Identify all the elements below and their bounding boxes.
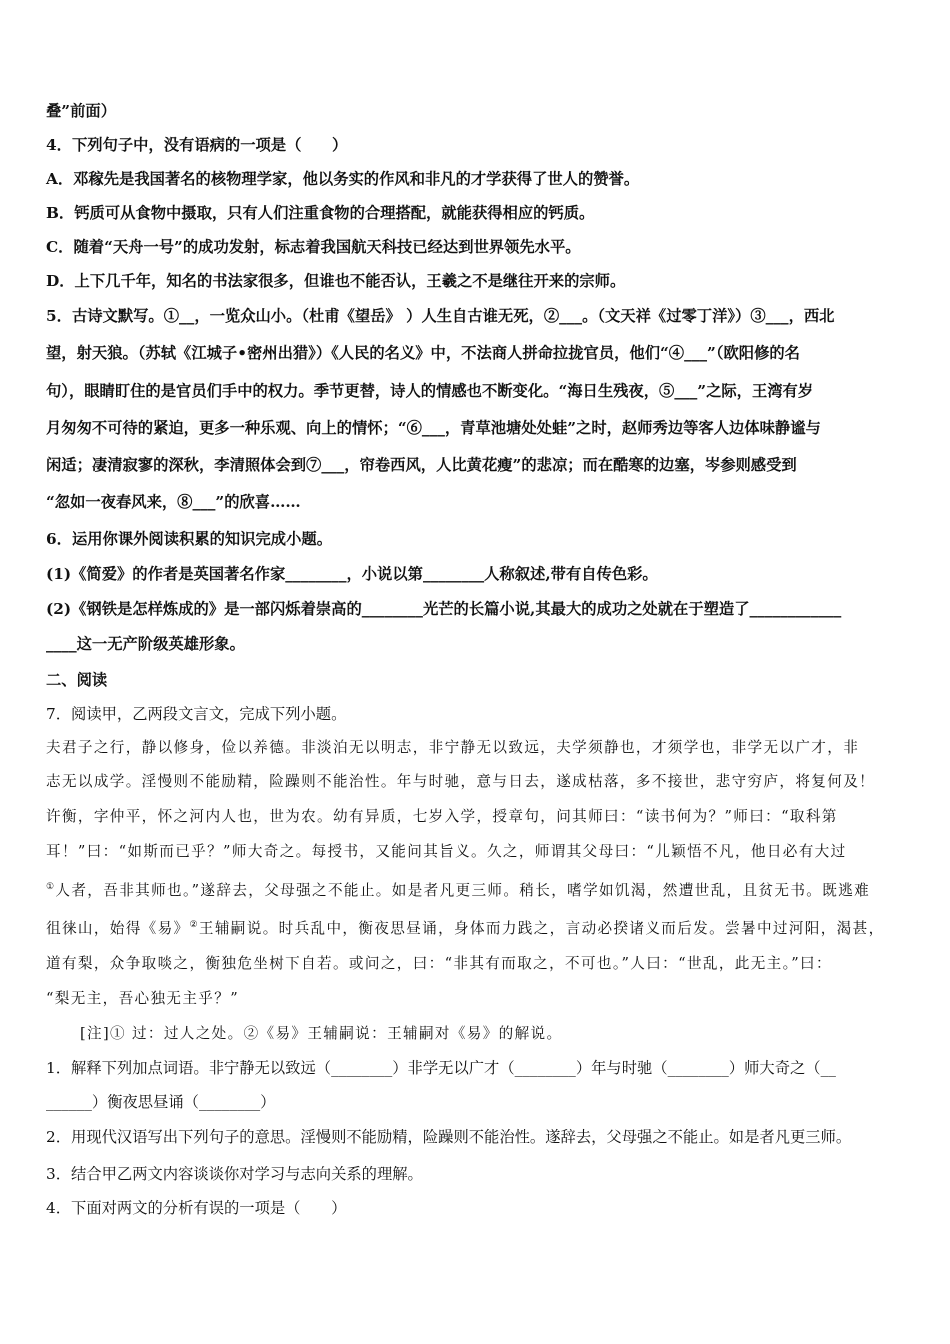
question-5-line-4: 月匆匆不可待的紧迫，更多一种乐观、向上的情怀；“⑥___，青草池塘处处蛙”之时，赵师秀边等客人边体味静谧与 bbox=[46, 418, 821, 437]
option-a: A．邓稼先是我国著名的核物理学家，他以务实的作风和非凡的才学获得了世人的赞誉。 bbox=[46, 170, 640, 188]
footnote-marker-2: ② bbox=[189, 920, 199, 931]
passage-b-line-3-text: 人者，吾非其师也。”遂辞去，父母强之不能止。如是者凡更三师。稍长，嗜学如饥渴，然遭世乱，且贫无书。既逃难 bbox=[55, 881, 871, 899]
question-5-line-6: “忽如一夜春风来，⑧___”的欣喜…… bbox=[46, 493, 301, 512]
question-5-line-1: 5．古诗文默写。①__，一览众山小。（杜甫《望岳》 ）人生自古谁无死，②___。（文天祥《过零丁洋》）③___，西北 bbox=[46, 307, 835, 325]
passage-b-line-4-text-a: 徂徕山，始得《易》 bbox=[46, 920, 190, 938]
passage-b-line-3 bbox=[46, 870, 908, 909]
question-6-part-2-line-1: (2)《钢铁是怎样炼成的》是一部闪烁着崇高的________光芒的长篇小说,其最大的成功之处就在于塑造了____________ bbox=[46, 600, 842, 619]
option-d: D．上下几千年，知名的书法家很多，但谁也不能否认，王羲之不是继往开来的宗师。 bbox=[46, 272, 626, 290]
text-line-continuation: 叠”前面） bbox=[46, 102, 116, 120]
question-5-line-3: 句），眼睛盯住的是官员们手中的权力。季节更替，诗人的情感也不断变化。“海日生残夜，⑤___”之际，王湾有岁 bbox=[46, 381, 814, 400]
question-5-line-5: 闲适；凄清寂寥的深秋，李清照体会到⑦___，帘卷西风，人比黄花瘦”的悲凉；而在酷寒的边塞，岑参则感受到 bbox=[46, 456, 797, 475]
footnote-marker-1: ① bbox=[46, 881, 56, 892]
option-b: B．钙质可从食物中摄取，只有人们注重食物的合理搭配，就能获得相应的钙质。 bbox=[46, 204, 595, 222]
question-7: 7．阅读甲，乙两段文言文，完成下列小题。 bbox=[46, 704, 347, 723]
passage-b-line-1: 许衡，字仲平，怀之河内人也，世为农。幼有异质，七岁入学，授章句，问其师曰：“读书何为？”师曰：“取科第 bbox=[46, 808, 838, 826]
question-5-line-2: 望，射天狼。（苏轼《江城子•密州出猎》）《人民的名义》中，不法商人拼命拉拢官员，他们“④___”（欧阳修的名 bbox=[46, 344, 800, 363]
question-6: 6．运用你课外阅读积累的知识完成小题。 bbox=[46, 529, 332, 548]
option-c: C．随着“天舟一号”的成功发射，标志着我国航天科技已经达到世界领先水平。 bbox=[46, 238, 581, 256]
passage-a-line-1: 夫君子之行，静以修身，俭以养德。非淡泊无以明志，非宁静无以致远，夫学须静也，才须学也，非学无以广才，非 bbox=[46, 738, 860, 756]
subquestion-3: 3．结合甲乙两文内容谈谈你对学习与志向关系的理解。 bbox=[46, 1164, 423, 1183]
passage-b-line-6: “梨无主，吾心独无主乎？” bbox=[46, 989, 240, 1007]
subquestion-1-line-2: ______）衡夜思昼诵（________） bbox=[46, 1093, 276, 1112]
subquestion-2: 2．用现代汉语写出下列句子的意思。淫慢则不能励精，险躁则不能治性。遂辞去，父母强之不能止。如是者凡更三师。 bbox=[46, 1128, 852, 1147]
subquestion-4: 4．下面对两文的分析有误的一项是（ ） bbox=[46, 1198, 347, 1217]
passage-a-line-2: 志无以成学。淫慢则不能励精，险躁则不能治性。年与时驰，意与日去，遂成枯落，多不接世，悲守穷庐，将复何及！ bbox=[46, 773, 876, 791]
passage-b-line-2: 耳！”曰：“如斯而已乎？”师大奇之。每授书，又能问其旨义。久之，师谓其父母曰：“儿颖悟不凡，他日必有大过 bbox=[46, 842, 847, 860]
passage-b-line-4 bbox=[46, 908, 908, 947]
passage-b-line-5: 道有梨，众争取啖之，衡独危坐树下自若。或问之，曰：“非其有而取之，不可也。”人曰：“世乱，此无主。”曰： bbox=[46, 955, 832, 973]
passage-b-line-4-text-b: 王辅嗣说。时兵乱中，衡夜思昼诵，身体而力践之，言动必揆诸义而后发。尝暑中过河阳，渴甚， bbox=[198, 920, 885, 938]
question-6-part-1: (1)《简爱》的作者是英国著名作家________，小说以第________人称叙述,带有自传色彩。 bbox=[46, 564, 658, 583]
section-heading-reading: 二、阅读 bbox=[46, 670, 108, 689]
document-page bbox=[46, 94, 908, 1225]
subquestion-1-line-1: 1．解释下列加点词语。非宁静无以致远（________）非学无以广才（________）年与时驰（________）师大奇之（__ bbox=[46, 1059, 836, 1078]
question-6-part-2-line-2: ____这一无产阶级英雄形象。 bbox=[46, 635, 245, 654]
question-4: 4．下列句子中，没有语病的一项是（ ） bbox=[46, 136, 348, 154]
annotation-note: [注]① 过：过人之处。②《易》王辅嗣说：王辅嗣对《易》的解说。 bbox=[80, 1024, 563, 1042]
